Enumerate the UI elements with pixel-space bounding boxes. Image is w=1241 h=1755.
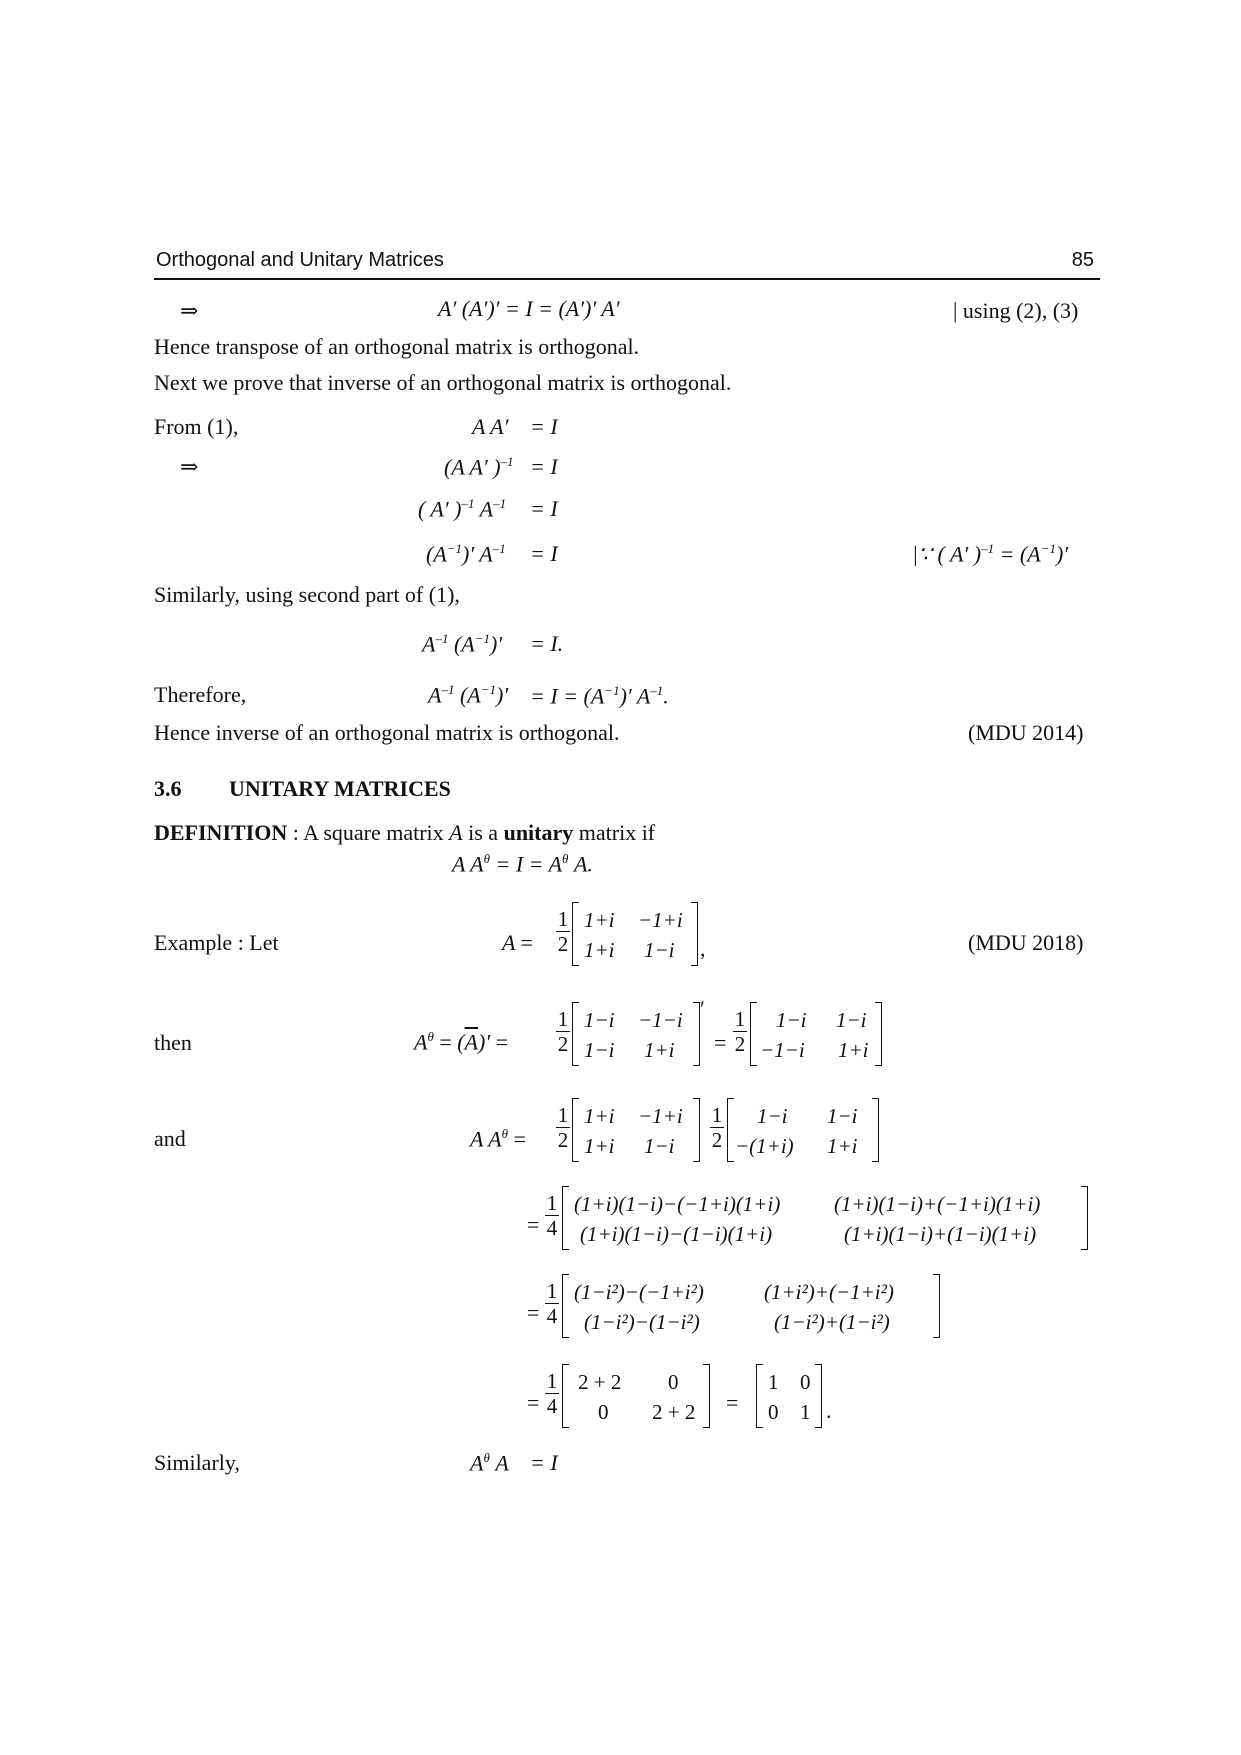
and-label: and [154,1126,186,1151]
step6-lhs: $A^{-1}$ $(A^{-1})'$ [428,682,509,708]
then-label: then [154,1030,192,1055]
section-number: 3.6 [154,776,182,801]
therefore: Therefore, [154,682,247,707]
matrix-A: 1+i −1+i 1+i 1−i [572,902,698,966]
equals-p3: = [527,1390,540,1415]
mdu-2018: (MDU 2018) [968,930,1084,955]
step4-rhs: = I [530,541,558,566]
step5-lhs: $A^{-1}$ $(A^{-1})'$ [422,631,503,657]
hence-inverse: Hence inverse of an orthogonal matrix is orthogonal. [154,720,620,745]
similarly-label: Similarly, [154,1450,240,1475]
note-using: | using (2), (3) [953,298,1079,323]
definition: DEFINITION : A square matrix A is a unitary matrix if [154,820,656,845]
matrix-identity: 1 0 0 1 [756,1364,822,1428]
fraction-half-A: $\frac{1}{2}$ [557,907,569,956]
next-inverse: Next we prove that inverse of an orthogonal matrix is orthogonal. [154,370,732,395]
step3-rhs: = I [530,496,558,521]
section-title: UNITARY MATRICES [229,776,451,801]
fraction-half-prod-A: $\frac{1}{2}$ [557,1103,569,1152]
similarly-result: = I [530,1450,558,1475]
prime-mark: ′ [700,996,705,1021]
A-theta-def: $A^\theta = (\overline{A})'$ = [414,1029,509,1055]
implies-symbol: ⇒ [180,298,199,323]
A-A-theta: A $A^\theta$ = [470,1126,526,1152]
period: . [826,1398,832,1423]
comma: , [700,936,706,961]
equals: = [714,1030,727,1055]
equals-identity: = [726,1390,739,1415]
implies-symbol-2: ⇒ [180,454,199,479]
similarly-second: Similarly, using second part of (1), [154,582,460,607]
step2-lhs: (A A′ )$^{-1}$ [444,454,514,480]
step6-rhs: = $I = (A^{-1})'$ $A^{-1}$. [530,683,669,709]
fraction-quarter-p1: $\frac{1}{4}$ [546,1191,558,1240]
A-theta-A: $A^\theta$ A [470,1450,509,1476]
step1-lhs: A A′ [472,414,509,439]
fraction-quarter-p3: $\frac{1}{4}$ [546,1369,558,1418]
matrix-product-expanded: (1+i)(1−i)−(−1+i)(1+i) (1+i)(1−i)+(−1+i)(1+i) (1+i)(1−i)−(1−i)(1+i) (1+i)(1−i)+(1−i)(1+i) [562,1186,1088,1250]
page-number: 85 [1071,249,1094,271]
header-title: Orthogonal and Unitary Matrices [156,249,444,271]
A-label: A = [502,930,533,955]
eq-transpose: A′ (A′)′ = I = (A′)′ A′ [438,296,620,321]
equals-p1: = [527,1212,540,1237]
definition-equation: A $A^\theta = I = A^\theta$ A. [452,851,593,877]
matrix-Abar-transpose: 1−i −1−i 1−i 1+i [572,1002,700,1066]
hence-transpose: Hence transpose of an orthogonal matrix is orthogonal. [154,334,640,359]
matrix-A-theta: 1−i 1−i −1−i 1+i [750,1002,882,1066]
fraction-half-Atheta: $\frac{1}{2}$ [734,1007,746,1056]
fraction-half-Abar: $\frac{1}{2}$ [557,1007,569,1056]
mdu-2014: (MDU 2014) [968,720,1084,745]
matrix-A-theta-2: 1−i 1−i −(1+i) 1+i [727,1098,879,1162]
step3-lhs: ( A′ )$^{-1}$ $A^{-1}$ [418,496,507,522]
from-1: From (1), [154,414,239,439]
step1-rhs: = I [530,414,558,439]
matrix-A-repeat: 1+i −1+i 1+i 1−i [572,1098,700,1162]
step4-lhs: $(A^{-1})'$ $A^{-1}$ [426,541,506,567]
matrix-product-sum: 2 + 2 0 0 2 + 2 [562,1364,710,1428]
matrix-product-squared: (1−i²)−(−1+i²) (1+i²)+(−1+i²) (1−i²)−(1−i²) (1−i²)+(1−i²) [562,1274,940,1338]
step2-rhs: = I [530,454,558,479]
step5-rhs: = I. [530,631,564,656]
equals-p2: = [527,1300,540,1325]
fraction-half-prod-Atheta: $\frac{1}{2}$ [711,1103,723,1152]
note-since: |∵ ( A′ )$^{-1} = (A^{-1})'$ [912,541,1069,567]
running-header [154,248,1100,280]
example-label: Example : Let [154,930,279,955]
fraction-quarter-p2: $\frac{1}{4}$ [546,1279,558,1328]
